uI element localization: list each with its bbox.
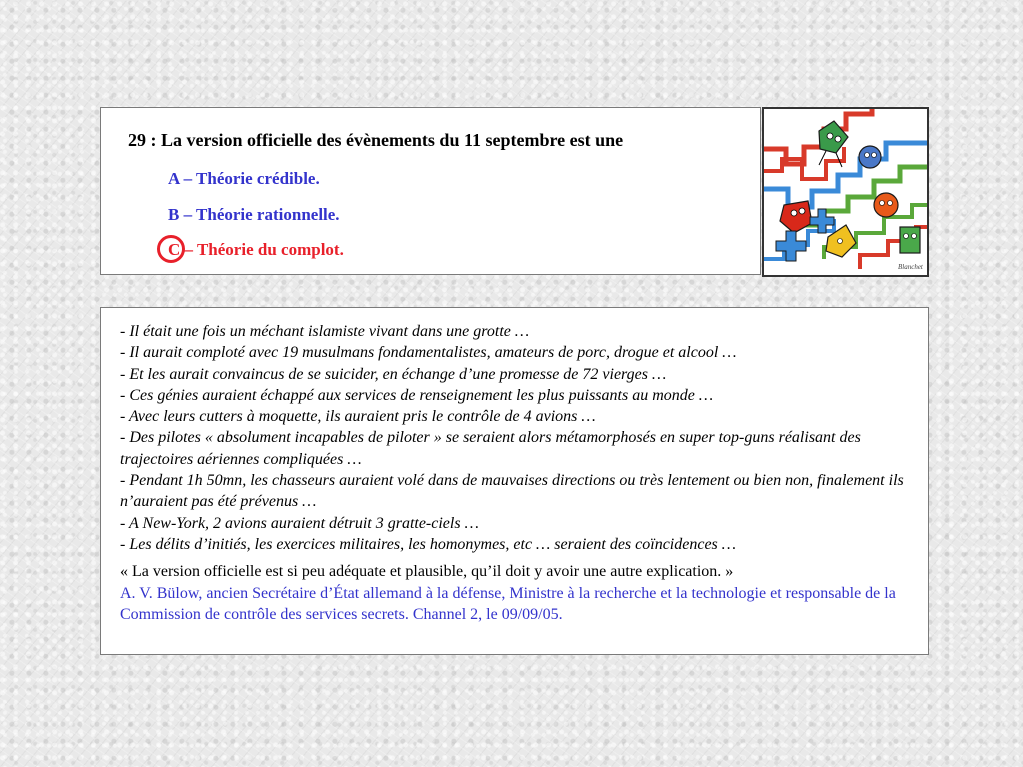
answer-a: A – Théorie crédible. <box>168 169 320 188</box>
text-line: - Des pilotes « absolument incapables de piloter » se seraient alors métamorphosés en super top-guns réalisant des trajectoires aériennes compliquées … <box>120 429 861 468</box>
text-line: - Il était une fois un méchant islamiste vivant dans une grotte … <box>120 323 530 340</box>
text-line: - Et les aurait convaincus de se suicider, en échange d’une promesse de 72 vierges … <box>120 365 667 383</box>
text-line: - Les délits d’initiés, les exercices militaires, les homonymes, etc … seraient des coïncidences … <box>120 535 736 553</box>
blue-character <box>859 146 881 168</box>
quote-text: « La version officielle est si peu adéquate et plausible, qu’il doit y avoir une autre explication. » <box>120 563 734 581</box>
text-line: - Avec leurs cutters à moquette, ils auraient pris le contrôle de 4 avions … <box>120 408 596 426</box>
cartoon-signature: Blanchet <box>898 263 923 271</box>
orange-character <box>874 193 898 217</box>
text-box <box>100 307 929 655</box>
text-line: - Pendant 1h 50mn, les chasseurs auraient volé dans de mauvaises directions ou très lentement ou bien non, finalement ils n’auraient pas été prévenus … <box>120 472 904 511</box>
text-line: - Il aurait comploté avec 19 musulmans fondamentalistes, amateurs de porc, drogue et alcool … <box>120 344 737 362</box>
quote-attribution: A. V. Bülow, ancien Secrétaire d’État allemand à la défense, Ministre à la recherche et la technologie et responsable de la Commission de contrôle des services secrets. Channel 2, le 09/09/05. <box>120 584 896 623</box>
question-title: 29 : La version officielle des évènements du 11 septembre est une <box>128 130 624 150</box>
text-line: - A New-York, 2 avions auraient détruit 3 gratte-ciels … <box>120 514 479 532</box>
question-box <box>100 107 761 275</box>
answer-c: C – Théorie du complot. <box>168 240 344 259</box>
cartoon-drawing <box>764 109 927 275</box>
text-line: - Ces génies auraient échappé aux services de renseignement les plus puissants au monde … <box>120 386 714 404</box>
answer-b: B – Théorie rationnelle. <box>168 205 340 224</box>
green-block-character <box>900 227 920 253</box>
cartoon-illustration <box>762 107 929 277</box>
